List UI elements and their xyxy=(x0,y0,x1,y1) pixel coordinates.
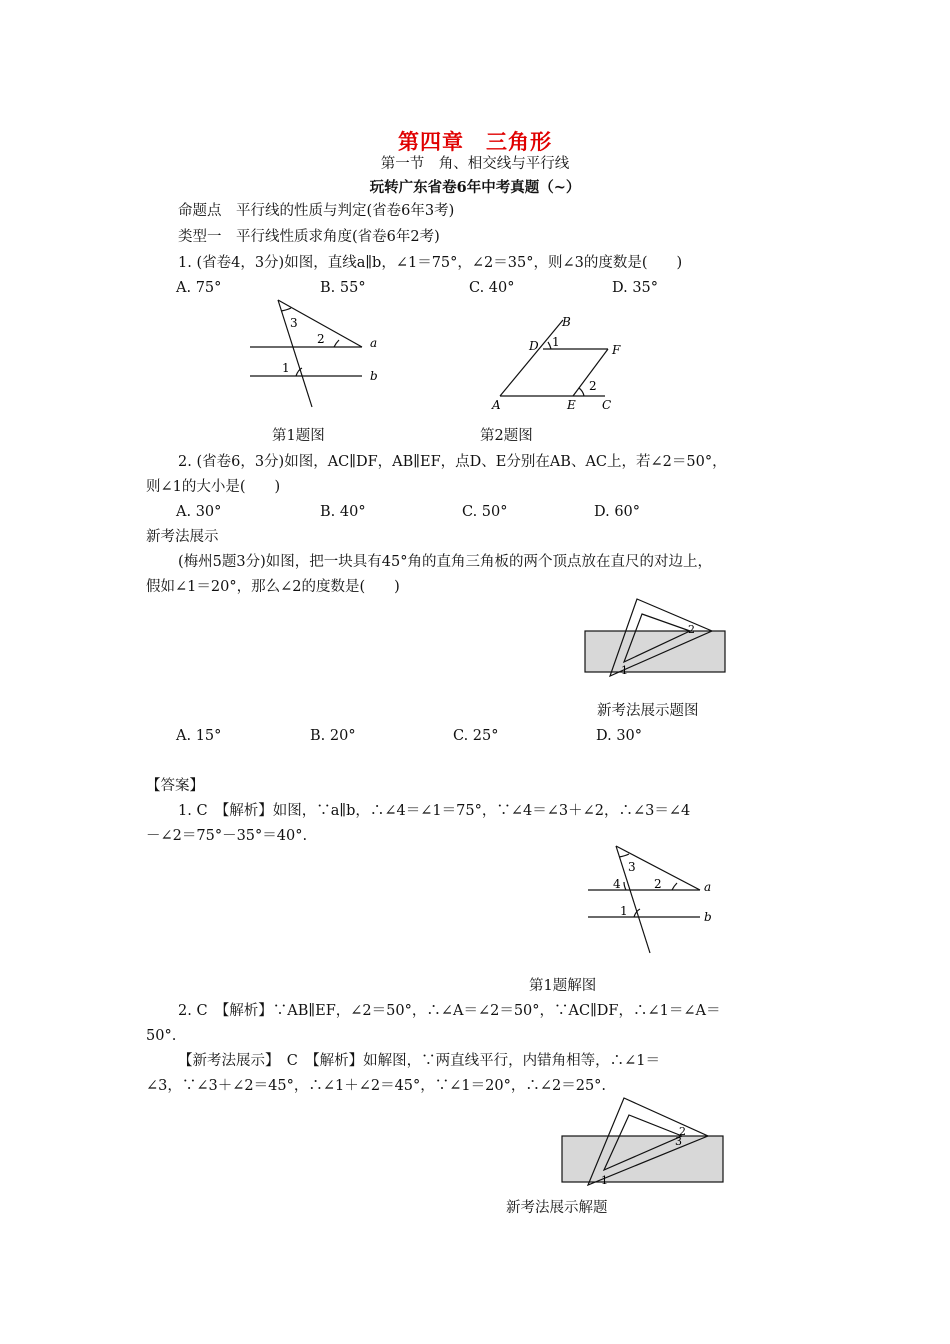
subtitle: 玩转广东省卷6年中考真题（~） xyxy=(369,179,581,196)
answer1-label-b: b xyxy=(704,910,712,924)
q1-label-b: b xyxy=(370,369,378,383)
answer3-line1: 【新考法展示】 C 【解析】如解图，∵两直线平行，内错角相等，∴∠1＝ xyxy=(178,1053,660,1069)
q2-fig-caption: 第2题图 xyxy=(480,428,533,444)
answer1-label-a: a xyxy=(704,880,712,894)
answer1-figure xyxy=(580,843,730,963)
new-method-stem-line2: 假如∠1＝20°，那么∠2的度数是( ) xyxy=(146,579,400,595)
answer1-line1: 1. C 【解析】如图，∵a∥b，∴∠4＝∠1＝75°，∵∠4＝∠3＋∠2，∴∠3＝∠4 xyxy=(178,803,691,819)
answer3-figure xyxy=(558,1095,728,1187)
q2-label-1: 1 xyxy=(552,335,560,349)
chapter-title: 第四章 三角形 xyxy=(398,129,552,154)
new-method-figure xyxy=(582,596,732,678)
q2-label-C: C xyxy=(602,398,612,412)
topic-point: 命题点 平行线的性质与判定(省卷6年3考) xyxy=(178,203,455,219)
q2-option-d: D. 60° xyxy=(594,504,641,520)
answer1-label-3: 3 xyxy=(628,860,636,874)
answer1-label-4: 4 xyxy=(613,877,621,891)
answers-heading: 【答案】 xyxy=(146,778,204,794)
new-method-stem-line1: (梅州5题3分)如图，把一块具有45°角的直角三角板的两个顶点放在直尺的对边上， xyxy=(178,554,712,570)
q1-stem: 1. (省卷4，3分)如图，直线a∥b，∠1＝75°，∠2＝35°，则∠3的度数是( ) xyxy=(178,255,683,271)
q2-label-B: B xyxy=(562,315,571,329)
q2-option-c: C. 50° xyxy=(462,504,508,520)
q1-label-a: a xyxy=(370,336,378,350)
answer1-label-2: 2 xyxy=(654,877,662,891)
new-method-label-1: 1 xyxy=(621,664,628,677)
q1-label-2: 2 xyxy=(317,332,325,346)
topic-type1: 类型一 平行线性质求角度(省卷6年2考) xyxy=(178,229,440,245)
q2-label-A: A xyxy=(492,398,501,412)
new-method-option-c: C. 25° xyxy=(453,728,499,744)
answer3-line2: ∠3，∵∠3＋∠2＝45°，∴∠1＋∠2＝45°，∵∠1＝20°，∴∠2＝25°. xyxy=(146,1078,607,1094)
q2-stem-line2: 则∠1的大小是( ) xyxy=(146,479,281,495)
new-method-heading: 新考法展示 xyxy=(146,529,219,545)
q1-option-d: D. 35° xyxy=(612,280,659,296)
new-method-fig-caption: 新考法展示题图 xyxy=(597,703,699,719)
answer1-line2: －∠2＝75°－35°＝40°. xyxy=(146,828,308,844)
answer2-line1: 2. C 【解析】∵AB∥EF，∠2＝50°，∴∠A＝∠2＝50°，∵AC∥DF，∴∠1＝∠A＝ xyxy=(178,1003,721,1019)
q2-stem-line1: 2. (省卷6，3分)如图，AC∥DF，AB∥EF，点D、E分别在AB、AC上，若∠2＝50°， xyxy=(178,454,727,470)
answer1-fig-caption: 第1题解图 xyxy=(529,978,597,994)
q2-label-E: E xyxy=(567,398,576,412)
answer3-label-3: 3 xyxy=(675,1135,682,1148)
q1-figure xyxy=(240,295,390,415)
q1-label-1: 1 xyxy=(282,361,290,375)
answer3-label-2: 2 xyxy=(679,1125,686,1138)
answer3-label-1: 1 xyxy=(601,1174,608,1187)
q1-label-3: 3 xyxy=(290,316,298,330)
new-method-option-d: D. 30° xyxy=(596,728,643,744)
q2-label-2: 2 xyxy=(589,379,597,393)
q2-option-a: A. 30° xyxy=(176,504,222,520)
answer2-line2: 50°. xyxy=(146,1028,177,1044)
section-title: 第一节 角、相交线与平行线 xyxy=(380,156,570,172)
q2-figure xyxy=(488,312,628,417)
answer3-fig-caption: 新考法展示解题 xyxy=(506,1200,608,1216)
new-method-label-2: 2 xyxy=(688,623,695,636)
q1-option-c: C. 40° xyxy=(469,280,515,296)
q1-option-b: B. 55° xyxy=(320,280,366,296)
q2-label-D: D xyxy=(529,339,539,353)
new-method-option-b: B. 20° xyxy=(310,728,356,744)
q1-option-a: A. 75° xyxy=(176,280,222,296)
answer1-label-1: 1 xyxy=(620,904,628,918)
new-method-option-a: A. 15° xyxy=(176,728,222,744)
q2-label-F: F xyxy=(612,343,621,357)
q2-option-b: B. 40° xyxy=(320,504,366,520)
q1-fig-caption: 第1题图 xyxy=(272,428,325,444)
